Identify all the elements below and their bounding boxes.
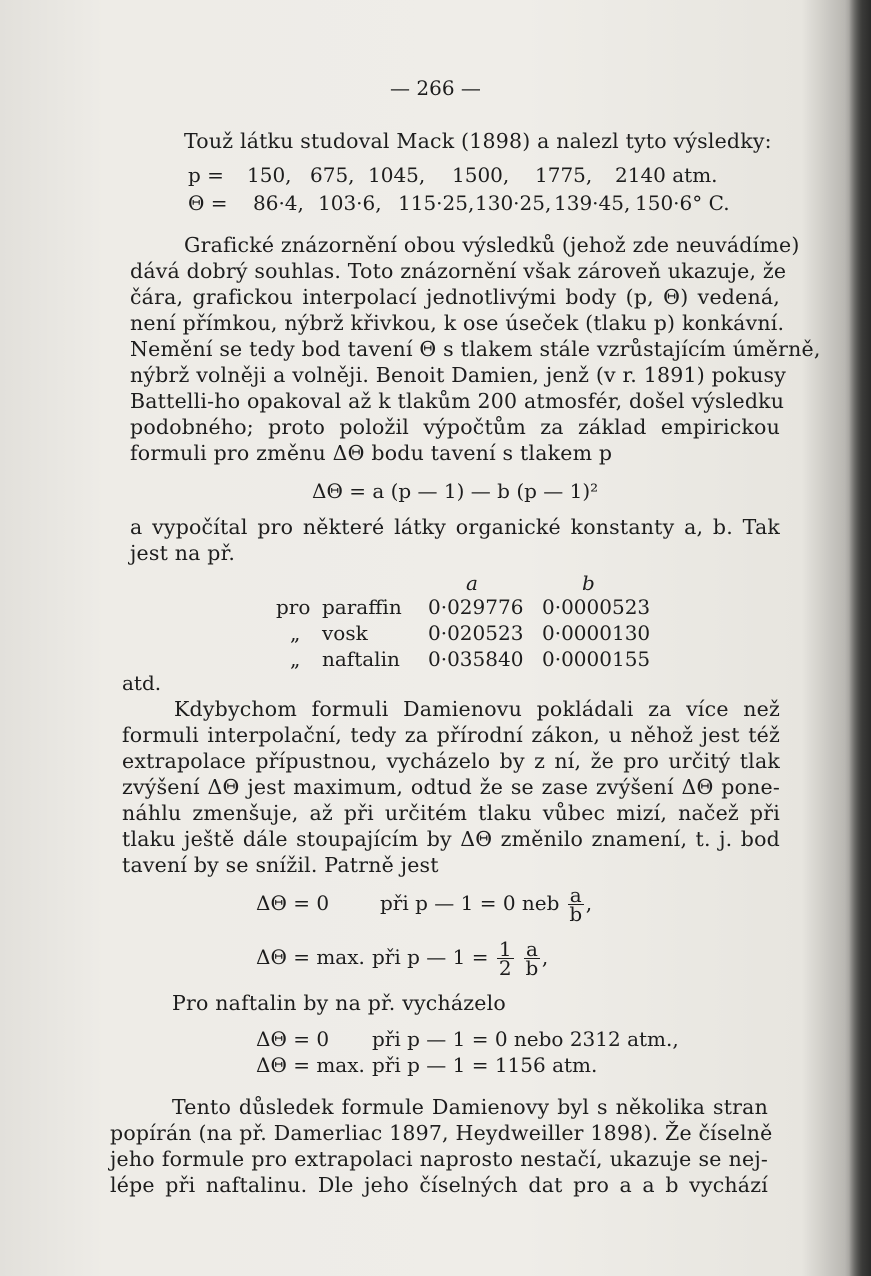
text-line: náhlu zmenšuje, až při určitém tlaku vůbec mizí, načež při (122, 801, 780, 825)
data-p-value: 675, (310, 163, 355, 187)
table-row-name: paraffin (322, 595, 402, 619)
text-line: a vypočítal pro některé látky organické konstanty a, b. Tak (130, 515, 780, 539)
fraction-numerator: a (525, 937, 538, 961)
data-p-value: 1775, (535, 163, 593, 187)
text-line: formuli interpolační, tedy za přírodní zákon, u něhož jest též (122, 723, 780, 747)
text-line: není přímkou, nýbrž křivkou, k ose úseček (tlaku p) konkávní. (130, 311, 785, 335)
table-row-prefix: „ (290, 621, 301, 645)
text-line: nýbrž volněji a volněji. Benoit Damien, jenž (v r. 1891) pokusy (130, 363, 786, 387)
fraction (497, 937, 514, 980)
table-atd: atd. (122, 671, 162, 695)
text-line: Tento důsledek formule Damienovy byl s několika stran (172, 1095, 768, 1119)
table-row-a: 0·020523 (428, 621, 524, 645)
equation-lhs: ΔΘ = 0 (256, 891, 330, 915)
data-theta-value: 150·6° C. (635, 191, 730, 215)
equation-rhs: při p — 1 = 0 nebo 2312 atm., (372, 1027, 679, 1051)
data-theta-value: 115·25, (398, 191, 475, 215)
data-theta-value: 103·6, (318, 191, 382, 215)
text-line: Pro naftalin by na př. vycházelo (172, 991, 506, 1015)
text-line: Battelli-ho opakoval až k tlakům 200 atmosfér, došel výsledku (130, 389, 785, 413)
text-line: lépe při naftalinu. Dle jeho číselných dat pro a a b vychází (110, 1173, 768, 1197)
text-line: čára, grafickou interpolací jednotlivými body (p, Θ) vedená, (130, 285, 780, 309)
equation-text: při p — 1 = 0 neb (380, 891, 560, 915)
data-p-value: 150, (247, 163, 292, 187)
data-theta-value: 139·45, (554, 191, 631, 215)
table-row-b: 0·0000523 (542, 595, 651, 619)
fraction-denominator: b (525, 956, 539, 980)
table-row-b: 0·0000155 (542, 647, 651, 671)
fraction (568, 883, 584, 926)
text-line: jest na př. (130, 541, 236, 565)
data-theta-value: 86·4, (253, 191, 304, 215)
text-line: zvýšení ΔΘ jest maximum, odtud že se zase zvýšení ΔΘ pone- (122, 775, 780, 799)
table-row-prefix: pro (276, 595, 311, 619)
table-row-a: 0·035840 (428, 647, 524, 671)
fraction-numerator: a (569, 883, 582, 907)
text-line: popírán (na př. Damerliac 1897, Heydweiller 1898). Že číselně (110, 1121, 773, 1145)
page-edge-shadow (849, 0, 871, 1276)
fraction (524, 937, 540, 980)
text-line: formuli pro změnu ΔΘ bodu tavení s tlakem p (130, 441, 613, 465)
equation-tail: , (585, 891, 593, 915)
table-row-name: naftalin (322, 647, 400, 671)
data-p-value: 2140 atm. (615, 163, 718, 187)
table-header-a: a (466, 571, 478, 595)
equation-rhs: při p — 1 = 1156 atm. (372, 1053, 598, 1077)
table-row-a: 0·029776 (428, 595, 524, 619)
fraction-denominator: 2 (498, 956, 512, 980)
equation-rhs (380, 878, 592, 928)
data-p-value: 1500, (452, 163, 510, 187)
text-line: podobného; proto položil výpočtům za základ empirickou (130, 415, 780, 439)
equation-lhs: ΔΘ = max. (256, 945, 365, 969)
page-number: — 266 — (390, 76, 481, 100)
equation-lhs: ΔΘ = 0 (256, 1027, 330, 1051)
equation-text: při p — 1 = (372, 945, 489, 969)
fraction-denominator: b (569, 902, 583, 926)
text-line: tlaku ještě dále stoupajícím by ΔΘ změnilo znamení, t. j. bod (122, 827, 780, 851)
text-line: Grafické znázornění obou výsledků (jehož zde neuvádíme) (184, 233, 800, 257)
text-line: Touž látku studoval Mack (1898) a nalezl tyto výsledky: (184, 129, 772, 153)
table-row-prefix: „ (290, 647, 301, 671)
data-p-label: p = (188, 163, 224, 187)
table-row-b: 0·0000130 (542, 621, 651, 645)
table-header-b: b (582, 571, 595, 595)
data-theta-label: Θ = (188, 191, 228, 215)
text-line: extrapolace přípustnou, vycházelo by z ní, že pro určitý tlak (122, 749, 780, 773)
equation-rhs (372, 932, 548, 982)
text-line: tavení by se snížil. Patrně jest (122, 853, 439, 877)
text-line: jeho formule pro extrapolaci naprosto nestačí, ukazuje se nej- (110, 1147, 768, 1171)
text-line: Nemění se tedy bod tavení Θ s tlakem stále vzrůstajícím úměrně, (130, 337, 821, 361)
table-row-name: vosk (322, 621, 368, 645)
fraction-numerator: 1 (498, 937, 512, 961)
equation-tail: , (541, 945, 549, 969)
data-theta-value: 130·25, (475, 191, 552, 215)
equation: ΔΘ = a (p — 1) — b (p — 1)² (312, 479, 599, 503)
text-line: dává dobrý souhlas. Toto znázornění však zároveň ukazuje, že (130, 259, 787, 283)
text-line: Kdybychom formuli Damienovu pokládali za více než (174, 697, 780, 721)
equation-lhs: ΔΘ = max. (256, 1053, 365, 1077)
data-p-value: 1045, (368, 163, 426, 187)
